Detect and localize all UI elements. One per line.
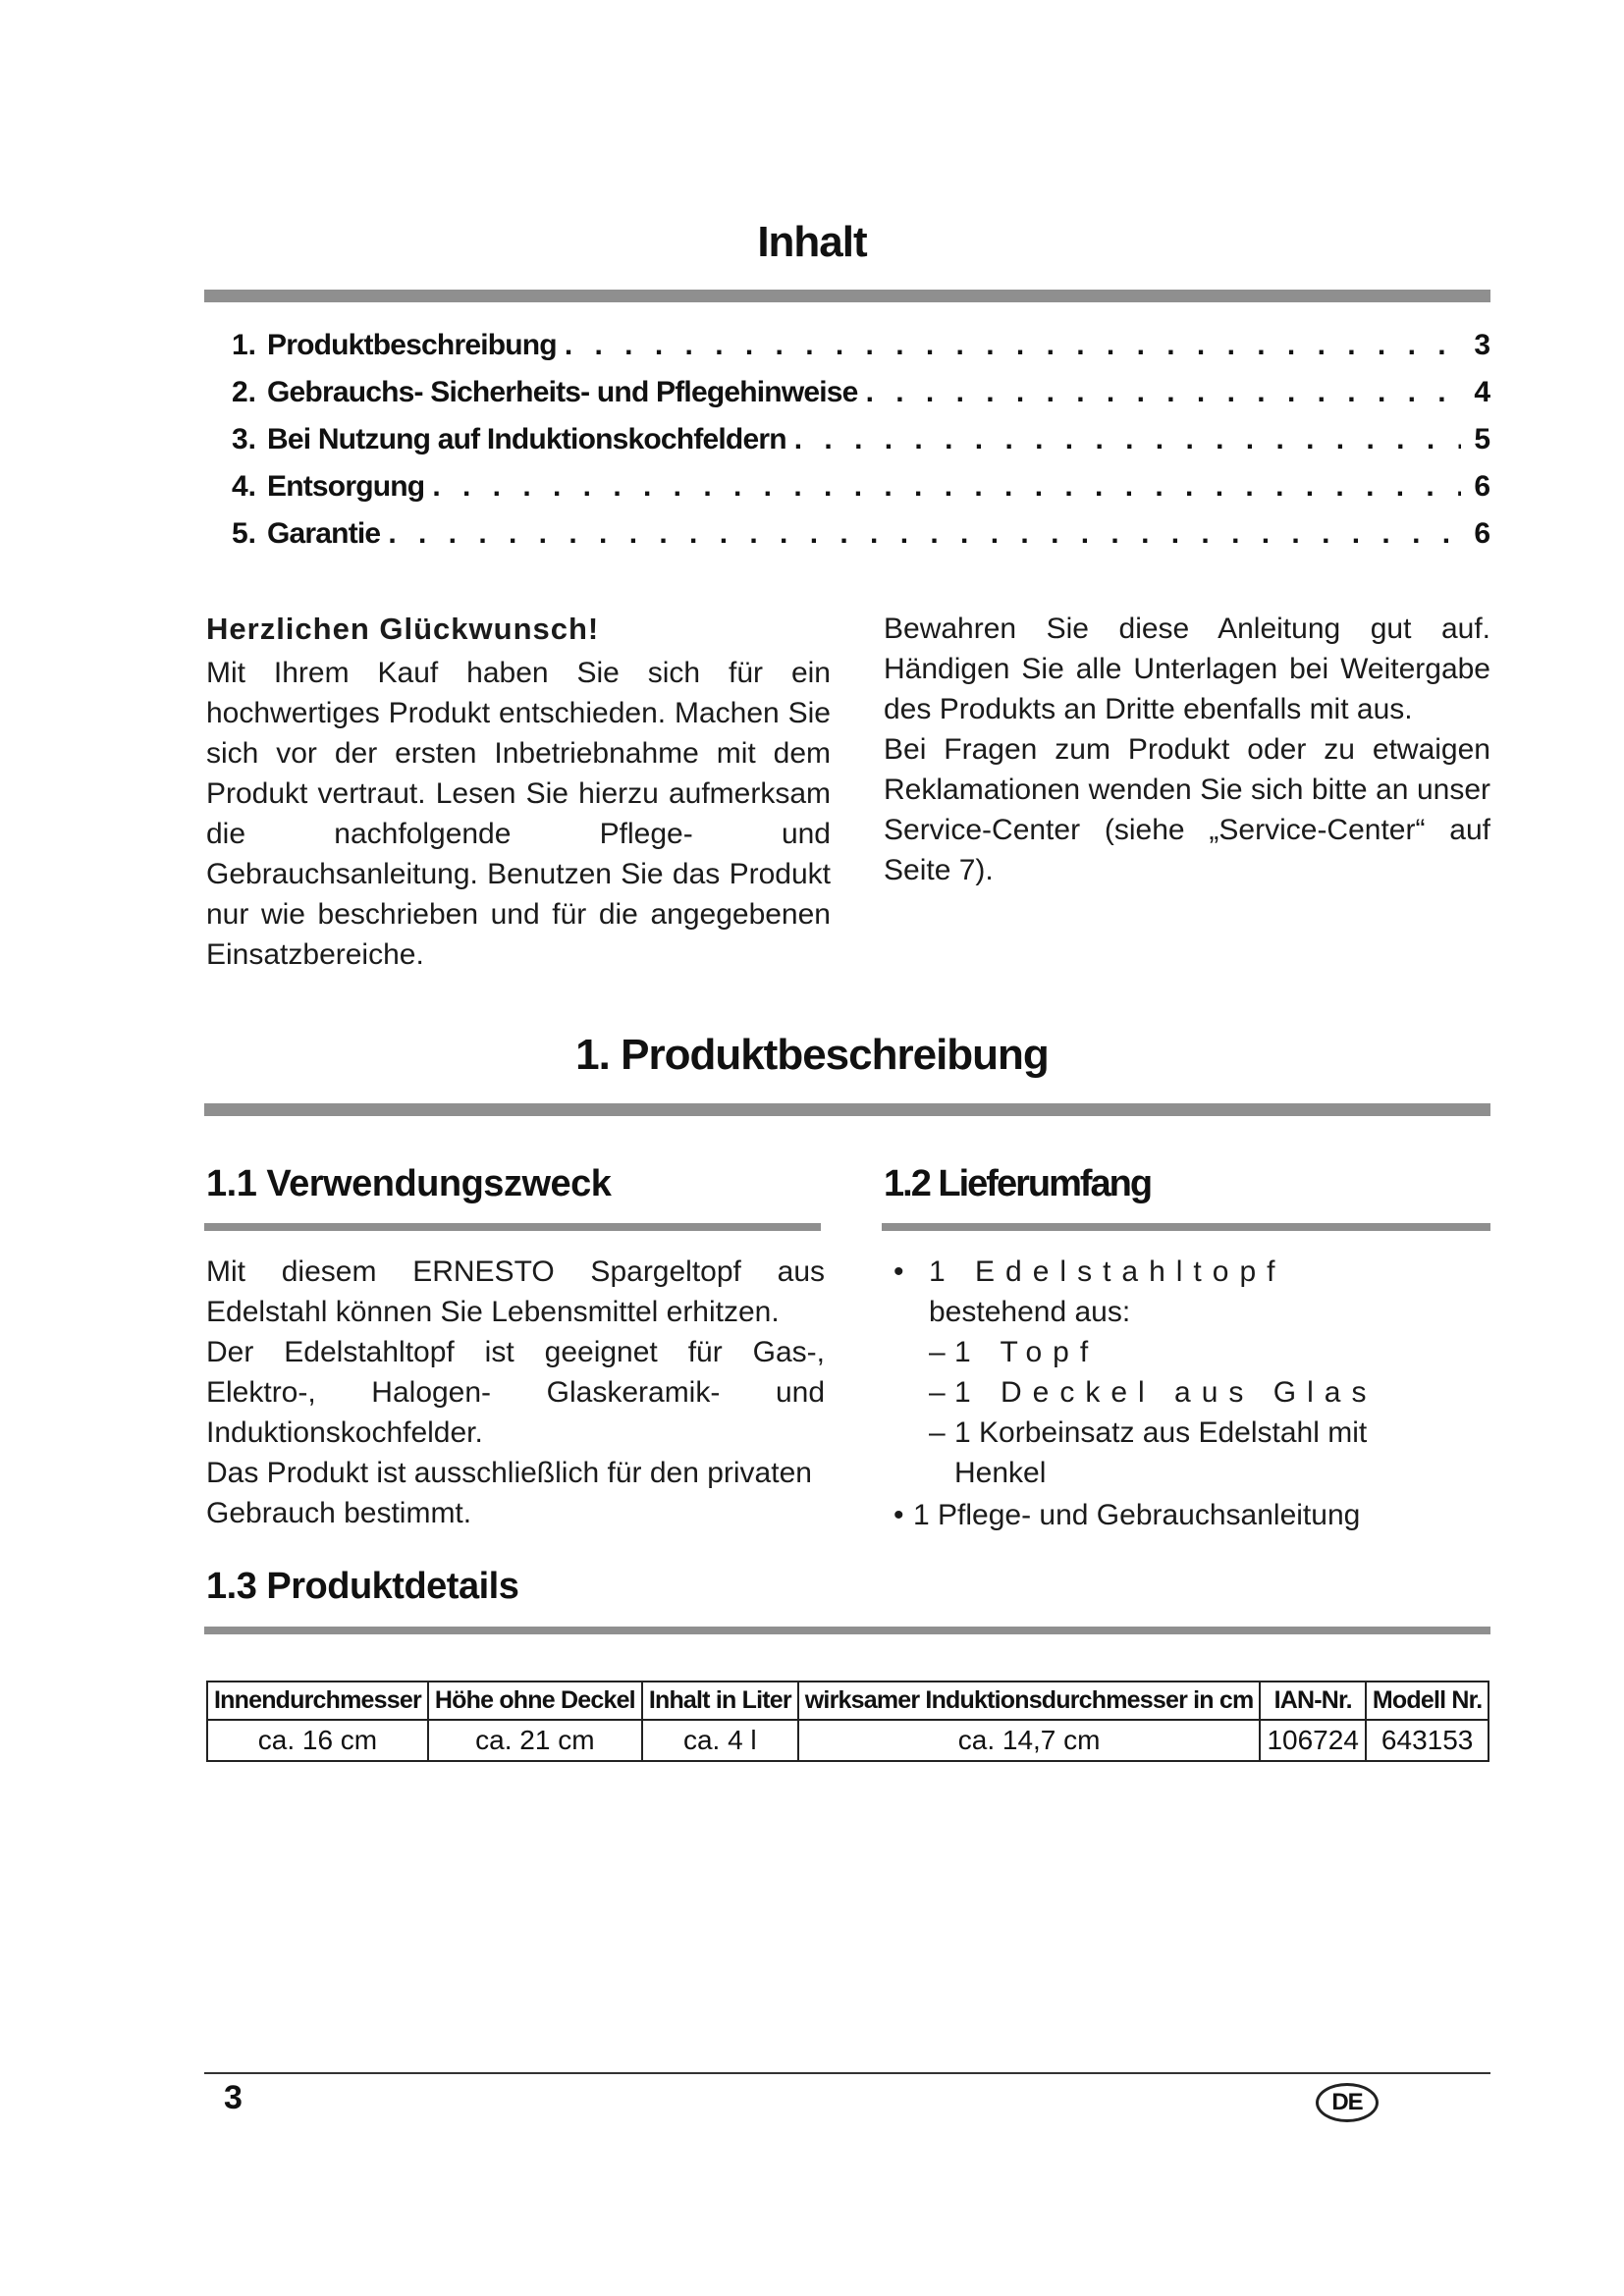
toc-item-page: 6: [1474, 470, 1490, 503]
toc-title-rule: [204, 290, 1490, 302]
toc-item-number: 1.: [232, 329, 257, 361]
table-cell: ca. 14,7 cm: [798, 1720, 1261, 1761]
intro-right-column: [884, 609, 1490, 890]
toc-item-dots: [388, 517, 1461, 551]
toc-item-title: Bei Nutzung auf Induktionskochfeldern: [267, 423, 786, 455]
subsection-1-2-title: 1.2 Lieferumfang: [884, 1163, 1152, 1204]
delivery-item-1: 1 Edelstahltopf: [929, 1255, 1286, 1288]
table-header-cell: wirksamer Induktionsdurchmesser in cm: [798, 1682, 1261, 1720]
intro-left-paragraph: Mit Ihrem Kauf haben Sie sich für ein hochwertiges Produkt entschieden. Machen Sie sich vor der ersten Inbetriebnahme mit dem Produkt vertraut. Lesen Sie hierzu aufmerksam die nachfolgende Pflege- und Gebrauchsanleitung. Benutzen Sie das Produkt nur wie beschrieben und für die angegebenen Einsatzbereiche.: [206, 657, 831, 971]
delivery-sub-item: 1 Deckel aus Glas: [954, 1376, 1378, 1409]
intro-heading: Herzlichen Glückwunsch!: [206, 612, 600, 646]
toc-item-page: 5: [1474, 423, 1490, 455]
subsection-1-3-rule: [204, 1627, 1490, 1634]
intro-right-paragraph-2: Bei Fragen zum Produkt oder zu etwaigen Reklamationen wenden Sie sich bitte an unser Service-Center (siehe „Service-Center“ auf Seite 7).: [884, 733, 1490, 886]
usage-paragraph-2: Der Edelstahltopf ist geeignet für Gas-, Elektro-, Halogen- Glaskeramik- und Induktionskochfelder.: [206, 1336, 825, 1449]
product-details-table: [206, 1681, 1489, 1762]
table-header-cell: Modell Nr.: [1366, 1682, 1489, 1720]
usage-paragraph-1: Mit diesem ERNESTO Spargeltopf aus Edelstahl können Sie Lebensmittel erhitzen.: [206, 1255, 825, 1328]
usage-paragraph-3: Das Produkt ist ausschließlich für den privaten Gebrauch bestimmt.: [206, 1457, 812, 1529]
list-item: [884, 1495, 1494, 1535]
toc-item[interactable]: [232, 329, 1490, 376]
toc-item-dots: [565, 329, 1461, 362]
toc-item[interactable]: [232, 376, 1490, 423]
toc-item-page: 6: [1474, 517, 1490, 550]
delivery-list: [884, 1252, 1494, 1535]
toc-item-dots: [432, 470, 1461, 504]
delivery-sub-item: 1 Topf: [954, 1336, 1100, 1368]
delivery-item-2: 1 Pflege- und Gebrauchsanleitung: [913, 1499, 1361, 1531]
toc-title: Inhalt: [757, 218, 867, 266]
footer-rule: [204, 2072, 1490, 2074]
list-item: [929, 1372, 1494, 1413]
toc-item[interactable]: [232, 517, 1490, 564]
list-item: [929, 1413, 1494, 1493]
toc-item-dots: [794, 423, 1461, 456]
table-row: [207, 1720, 1489, 1761]
subsection-1-1-rule: [204, 1223, 821, 1231]
subsection-1-3-title: 1.3 Produktdetails: [206, 1566, 519, 1607]
delivery-sub-item: 1 Korbeinsatz aus Edelstahl mit Henkel: [954, 1416, 1368, 1489]
toc-item-page: 3: [1474, 329, 1490, 361]
table-of-contents: [232, 329, 1490, 564]
toc-item-dots: [866, 376, 1461, 409]
list-item: [884, 1252, 1494, 1493]
toc-item-number: 2.: [232, 376, 257, 408]
toc-item-number: 5.: [232, 517, 257, 550]
toc-item-number: 3.: [232, 423, 257, 455]
table-cell: ca. 21 cm: [428, 1720, 642, 1761]
table-header-cell: Innendurchmesser: [207, 1682, 428, 1720]
toc-item[interactable]: [232, 423, 1490, 470]
page-number: 3: [224, 2079, 243, 2116]
toc-item-title: Gebrauchs- Sicherheits- und Pflegehinweise: [267, 376, 858, 408]
section-1-rule: [204, 1103, 1490, 1116]
table-header-row: [207, 1682, 1489, 1720]
toc-item-title: Entsorgung: [267, 470, 425, 503]
section-1-title: 1. Produktbeschreibung: [575, 1031, 1049, 1079]
toc-item[interactable]: [232, 470, 1490, 517]
delivery-sub-list: [929, 1332, 1494, 1493]
table-header-cell: IAN-Nr.: [1260, 1682, 1365, 1720]
delivery-item-1-intro: bestehend aus:: [929, 1296, 1131, 1328]
table-cell: ca. 4 l: [642, 1720, 798, 1761]
toc-item-page: 4: [1474, 376, 1490, 408]
table-cell: 643153: [1366, 1720, 1489, 1761]
subsection-1-1-body: [206, 1252, 825, 1533]
table-header-cell: Höhe ohne Deckel: [428, 1682, 642, 1720]
language-badge: DE: [1316, 2083, 1379, 2122]
list-item: [929, 1332, 1494, 1372]
subsection-1-2-rule: [882, 1223, 1490, 1231]
subsection-1-2-body: [884, 1252, 1494, 1535]
intro-left-column: [206, 609, 831, 975]
subsection-1-1-title: 1.1 Verwendungszweck: [206, 1163, 612, 1204]
toc-item-number: 4.: [232, 470, 257, 503]
toc-item-title: Garantie: [267, 517, 381, 550]
toc-item-title: Produktbeschreibung: [267, 329, 557, 361]
table-header-cell: Inhalt in Liter: [642, 1682, 798, 1720]
intro-right-paragraph-1: Bewahren Sie diese Anleitung gut auf. Händigen Sie alle Unterlagen bei Weitergabe des Produkts an Dritte ebenfalls mit aus.: [884, 613, 1490, 725]
table-cell: ca. 16 cm: [207, 1720, 428, 1761]
table-cell: 106724: [1260, 1720, 1365, 1761]
